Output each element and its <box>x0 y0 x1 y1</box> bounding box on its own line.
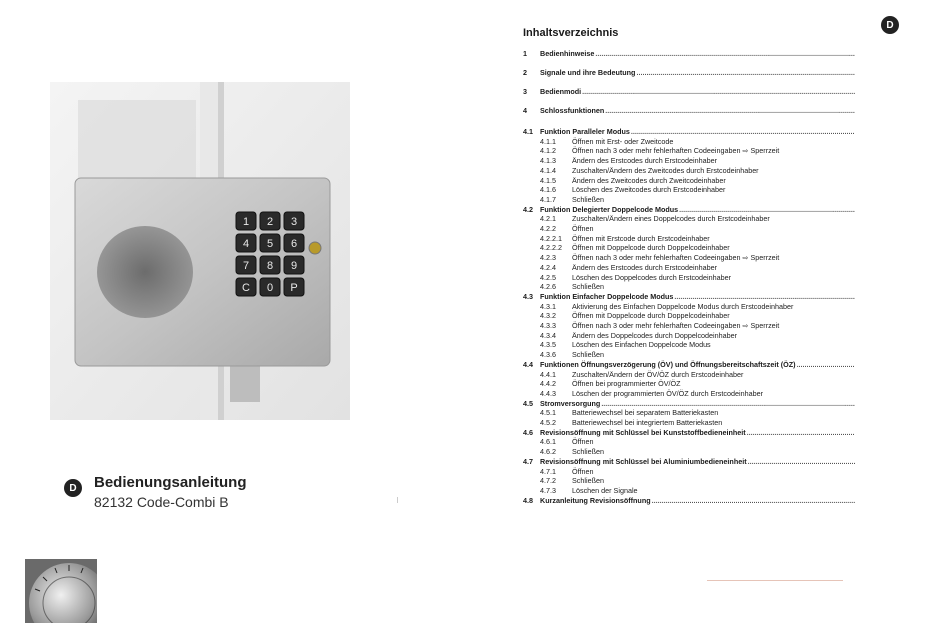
toc-entry-number: 4.1.1 <box>540 136 556 146</box>
toc-leader-dots <box>605 106 855 115</box>
toc-entry[interactable] <box>523 166 855 175</box>
toc-entry[interactable] <box>523 195 855 204</box>
toc-entry-title: Löschen der Signale <box>572 485 638 495</box>
toc-entry-title: Aktivierung des Einfachen Doppelcode Modus durch Erstcodeinhaber <box>572 301 794 311</box>
toc-entry[interactable] <box>523 87 855 96</box>
toc-heading: Inhaltsverzeichnis <box>523 27 619 39</box>
toc-entry-number: 4.3 <box>523 291 533 301</box>
toc-entry-title: Zuschalten/Ändern der ÖV/ÖZ durch Erstcodeinhaber <box>572 369 744 379</box>
manual-title: Bedienungsanleitung <box>94 474 247 491</box>
toc-entry-title: Löschen des Einfachen Doppelcode Modus <box>572 340 711 350</box>
decorative-rule <box>707 580 843 581</box>
toc-leader-dots <box>601 399 855 408</box>
toc-entry-number: 4.1.6 <box>540 185 556 195</box>
toc-entry-number: 4.3.2 <box>540 311 556 321</box>
keypad-key-label: 8 <box>266 260 274 272</box>
toc-entry-number: 4.3.3 <box>540 321 556 330</box>
toc-entry[interactable] <box>523 292 855 301</box>
toc-entry-number: 4.1.3 <box>540 156 556 166</box>
toc-entry[interactable] <box>523 360 855 369</box>
toc-entry-title: Schlossfunktionen <box>540 106 605 115</box>
toc-entry[interactable] <box>523 311 855 320</box>
combination-dial-icon <box>25 559 97 623</box>
toc-entry[interactable] <box>523 205 855 214</box>
toc-entry[interactable] <box>523 273 855 282</box>
toc-entry[interactable] <box>523 476 855 485</box>
toc-entry-number: 4.3.4 <box>540 330 556 340</box>
toc-entry-title: Schließen <box>572 476 604 486</box>
toc-leader-dots <box>595 49 855 58</box>
toc-entry-title: Öffnen <box>572 224 594 233</box>
toc-entry-title: Ändern des Erstcodes durch Erstcodeinhaber <box>572 156 718 166</box>
toc-entry-number: 3 <box>523 87 527 96</box>
toc-entry-number: 4.3.1 <box>540 301 556 311</box>
toc-entry-title: Ändern des Erstcodes durch Erstcodeinhaber <box>572 262 718 272</box>
toc-entry[interactable] <box>523 253 855 262</box>
toc-entry[interactable] <box>523 467 855 476</box>
toc-entry[interactable] <box>523 263 855 272</box>
toc-entry-number: 4.4.1 <box>540 369 556 379</box>
toc-leader-dots <box>674 292 855 301</box>
keypad-key-label: 7 <box>242 260 250 272</box>
keypad-key-label: C <box>242 282 250 294</box>
toc-entry-number: 4.7.3 <box>540 485 556 495</box>
toc-entry-title: Zuschalten/Ändern eines Doppelcodes durch Erstcodeinhaber <box>572 214 770 224</box>
keypad-key-label: 3 <box>290 216 298 228</box>
toc-entry-title: Ändern des Zweitcodes durch Zweitcodeinhaber <box>572 175 726 185</box>
keypad-key-label: 6 <box>290 238 298 250</box>
toc-entry[interactable] <box>523 214 855 223</box>
toc-entry-title: Kurzanleitung Revisionsöffnung <box>540 495 651 505</box>
toc-entry[interactable] <box>523 176 855 185</box>
toc-entry[interactable] <box>523 146 855 155</box>
toc-entry[interactable] <box>523 389 855 398</box>
toc-entry[interactable] <box>523 399 855 408</box>
toc-entry-title: Öffnen bei programmierter ÖV/ÖZ <box>572 379 681 389</box>
toc-entry-number: 4.7.2 <box>540 476 556 486</box>
toc-entry[interactable] <box>523 370 855 379</box>
toc-leader-dots <box>747 428 855 437</box>
toc-entry-number: 4.2.4 <box>540 262 556 272</box>
toc-entry-number: 4.1 <box>523 127 533 136</box>
toc-entry-number: 4.5.2 <box>540 418 556 427</box>
toc-entry-title: Schließen <box>572 282 604 292</box>
toc-leader-dots <box>748 457 855 466</box>
toc-entry-number: 4.2.6 <box>540 282 556 292</box>
keypad-key-label: 9 <box>290 260 298 272</box>
toc-entry[interactable] <box>523 302 855 311</box>
toc-entry-number: 4.2.2.2 <box>540 243 562 253</box>
toc-leader-dots <box>797 360 855 369</box>
keypad-key-label: 2 <box>266 216 274 228</box>
toc-entry-number: 4.2.1 <box>540 214 556 224</box>
toc-entry[interactable] <box>523 243 855 252</box>
toc-entry-number: 4.7 <box>523 456 533 466</box>
toc-entry[interactable] <box>523 447 855 456</box>
toc-entry-number: 4 <box>523 106 527 115</box>
toc-entry-title: Schließen <box>572 447 604 457</box>
toc-entry-number: 4.4 <box>523 359 533 369</box>
toc-entry-number: 4.2.3 <box>540 253 556 263</box>
toc-entry-number: 4.2.2 <box>540 224 556 233</box>
toc-entry-title: Funktion Einfacher Doppelcode Modus <box>540 291 674 301</box>
toc-entry[interactable] <box>523 486 855 495</box>
toc-entry-number: 4.3.5 <box>540 340 556 350</box>
language-badge-right: D <box>881 16 899 34</box>
toc-entry-title: Öffnen mit Doppelcode durch Doppelcodeinhaber <box>572 311 730 321</box>
toc-entry[interactable] <box>523 49 855 58</box>
toc-entry-title: Funktionen Öffnungsverzögerung (ÖV) und Öffnungsbereitschaftszeit (ÖZ) <box>540 359 796 369</box>
toc-entry-title: Bedienmodi <box>540 87 582 96</box>
toc-entry[interactable] <box>523 68 855 77</box>
toc-entry[interactable] <box>523 350 855 359</box>
toc-entry[interactable] <box>523 321 855 330</box>
toc-entry-title: Revisionsöffnung mit Schlüssel bei Kunststoffbedieneinheit <box>540 427 746 437</box>
toc-entry-title: Öffnen nach 3 oder mehr fehlerhaften Codeeingaben ⇨ Sperrzeit <box>572 321 780 330</box>
lock-product-photo <box>50 82 350 420</box>
toc-entry-number: 2 <box>523 68 527 77</box>
toc-entry-number: 4.2.2.1 <box>540 233 562 243</box>
toc-entry-title: Schließen <box>572 350 604 360</box>
toc-entry-title: Stromversorgung <box>540 398 601 408</box>
toc-entry[interactable] <box>523 496 855 505</box>
toc-entry-title: Signale und ihre Bedeutung <box>540 68 636 77</box>
toc-entry-number: 1 <box>523 49 527 58</box>
keypad-key-label: 4 <box>242 238 250 250</box>
toc-entry-number: 4.6 <box>523 427 533 437</box>
toc-entry[interactable] <box>523 106 855 115</box>
fold-mark <box>397 497 398 503</box>
toc-entry[interactable] <box>523 234 855 243</box>
toc-entry-title: Zuschalten/Ändern des Zweitcodes durch Erstcodeinhaber <box>572 165 759 175</box>
keypad-key-label: 1 <box>242 216 250 228</box>
toc-leader-dots <box>631 127 855 136</box>
toc-entry-title: Löschen der programmierten ÖV/ÖZ durch Erstcodeinhaber <box>572 388 763 398</box>
toc-entry-number: 4.2 <box>523 204 533 214</box>
toc-entry[interactable] <box>523 282 855 291</box>
toc-entry-title: Löschen des Doppelcodes durch Erstcodeinhaber <box>572 272 732 282</box>
toc-entry-title: Schließen <box>572 194 604 204</box>
toc-entry-title: Funktion Delegierter Doppelcode Modus <box>540 204 679 214</box>
toc-entry[interactable] <box>523 340 855 349</box>
language-badge: D <box>64 479 82 497</box>
toc-entry[interactable] <box>523 457 855 466</box>
toc-entry[interactable] <box>523 331 855 340</box>
toc-entry-title: Löschen des Zweitcodes durch Erstcodeinhaber <box>572 185 726 195</box>
toc-entry[interactable] <box>523 137 855 146</box>
keypad-key-label: 5 <box>266 238 274 250</box>
toc-entry-number: 4.5.1 <box>540 408 556 418</box>
toc-entry-title: Batteriewechsel bei integriertem Batteriekasten <box>572 418 723 427</box>
toc-leader-dots <box>636 68 855 77</box>
toc-entry-number: 4.1.7 <box>540 194 556 204</box>
toc-entry-number: 4.1.5 <box>540 175 556 185</box>
toc-entry-title: Öffnen <box>572 437 594 447</box>
toc-entry-number: 4.5 <box>523 398 533 408</box>
toc-entry-number: 4.6.2 <box>540 447 556 457</box>
toc-entry[interactable] <box>523 428 855 437</box>
toc-entry-title: Öffnen mit Erstcode durch Erstcodeinhaber <box>572 233 710 243</box>
toc-entry-number: 4.7.1 <box>540 466 556 476</box>
toc-entry-number: 4.8 <box>523 495 533 505</box>
toc-entry-title: Bedienhinweise <box>540 49 595 58</box>
toc-leader-dots <box>679 205 855 214</box>
toc-entry-number: 4.2.5 <box>540 272 556 282</box>
toc-entry-number: 4.4.3 <box>540 388 556 398</box>
toc-entry[interactable] <box>523 418 855 427</box>
toc-entry[interactable] <box>523 156 855 165</box>
toc-entry-title: Öffnen nach 3 oder mehr fehlerhaften Codeeingaben ⇨ Sperrzeit <box>572 146 780 156</box>
toc-entry[interactable] <box>523 185 855 194</box>
toc-entry-number: 4.3.6 <box>540 350 556 360</box>
toc-entry-title: Batteriewechsel bei separatem Batteriekasten <box>572 408 719 418</box>
toc-leader-dots <box>652 496 855 505</box>
toc-entry-title: Öffnen nach 3 oder mehr fehlerhaften Codeeingaben ⇨ Sperrzeit <box>572 253 780 263</box>
toc-entry[interactable] <box>523 379 855 388</box>
toc-entry-number: 4.6.1 <box>540 437 556 447</box>
toc-entry-title: Ändern des Doppelcodes durch Doppelcodeinhaber <box>572 330 738 340</box>
toc-entry-title: Öffnen mit Erst- oder Zweitcode <box>572 136 674 146</box>
keypad-key-label: P <box>290 282 298 294</box>
toc-leader-dots <box>582 87 855 96</box>
toc-entry-title: Öffnen <box>572 466 594 476</box>
toc-entry-title: Revisionsöffnung mit Schlüssel bei Aluminiumbedieneinheit <box>540 456 747 466</box>
keypad-key-label: 0 <box>266 282 274 294</box>
toc-entry-title: Öffnen mit Doppelcode durch Doppelcodeinhaber <box>572 243 730 253</box>
product-model: 82132 Code-Combi B <box>94 494 229 510</box>
toc-entry[interactable] <box>523 224 855 233</box>
toc-entry[interactable] <box>523 437 855 446</box>
toc-entry-number: 4.1.2 <box>540 146 556 156</box>
toc-entry[interactable] <box>523 408 855 417</box>
toc-entry-number: 4.1.4 <box>540 165 556 175</box>
toc-entry-number: 4.4.2 <box>540 379 556 389</box>
toc-entry-title: Funktion Paralleler Modus <box>540 127 630 136</box>
cover-title-block <box>94 474 247 511</box>
toc-entry[interactable] <box>523 127 855 136</box>
